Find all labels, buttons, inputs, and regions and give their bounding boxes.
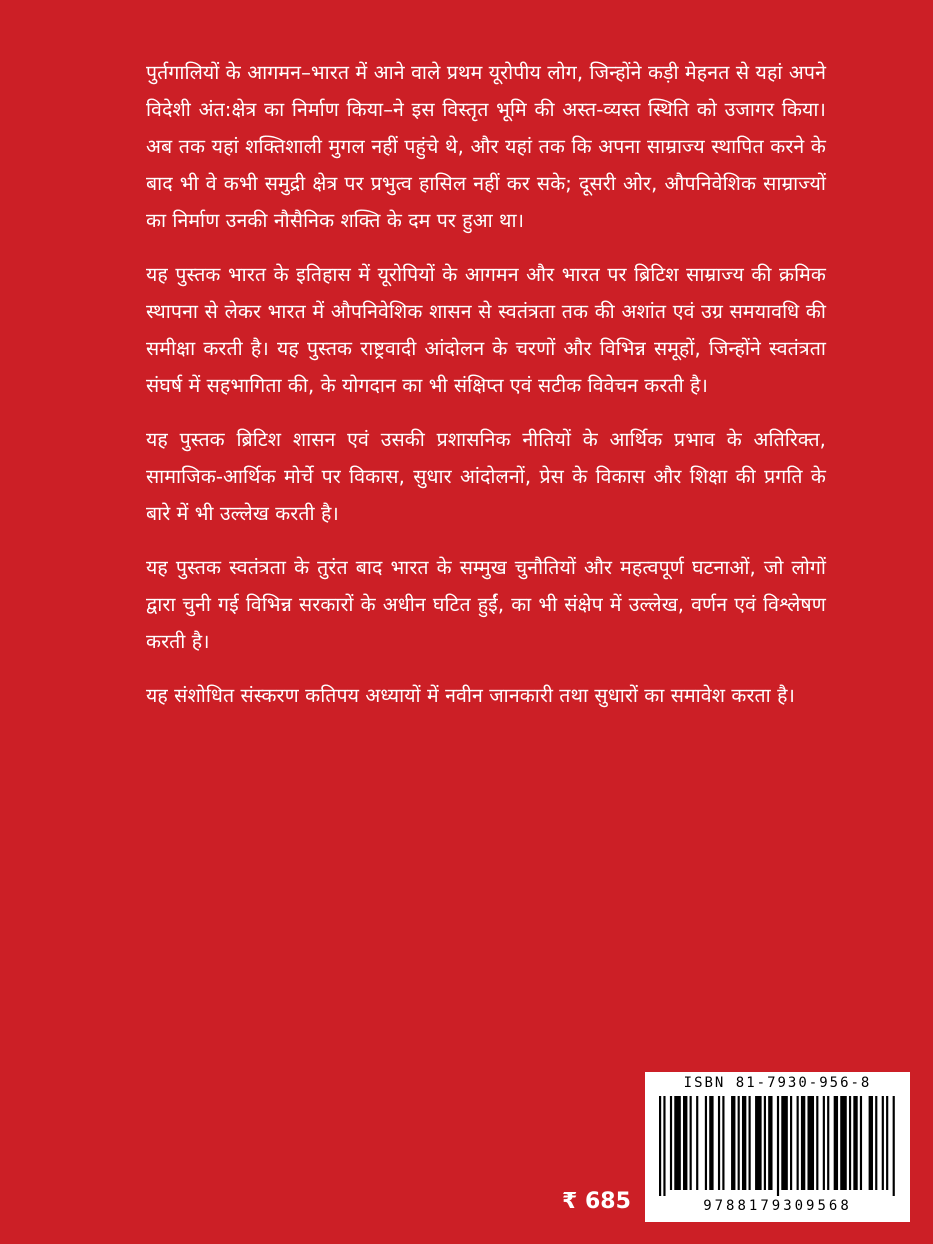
barcode-bar <box>869 1096 873 1190</box>
barcode-bar <box>816 1096 818 1190</box>
barcode-bar <box>705 1096 707 1190</box>
blurb-paragraph-4: यह पुस्तक स्वतंत्रता के तुरंत बाद भारत के सम्मुख चुनौतियों और महत्वपूर्ण घटनाओं, जो लोगों द्वारा चुनी गई विभिन्न सरकारों के अधीन घटित हुईं, का भी संक्षेप में उल्लेख, वर्णन एवं विश्लेषण करती है। <box>146 556 826 653</box>
barcode-bars <box>659 1096 897 1196</box>
barcode-bar <box>742 1096 746 1190</box>
isbn-number: ISBN 81-7930-956-8 <box>683 1075 872 1091</box>
blurb-paragraph-3: यह पुस्तक ब्रिटिश शासन एवं उसकी प्रशासनिक नीतियों के आर्थिक प्रभाव के अतिरिक्त, सामाजिक-आर्थिक मोर्चे पर विकास, सुधार आंदोलनों, प्रेस के विकास और शिक्षा की प्रगति के बारे में भी उल्लेख करती है। <box>146 428 826 525</box>
barcode-bar <box>696 1096 698 1190</box>
barcode-bar <box>731 1096 735 1190</box>
barcode-bar <box>827 1096 829 1190</box>
barcode-bar <box>690 1096 692 1190</box>
barcode-bar <box>781 1096 788 1190</box>
barcode-bar <box>749 1096 751 1190</box>
barcode-bar <box>738 1096 740 1190</box>
barcode-bar <box>768 1096 772 1190</box>
barcode-bar <box>674 1096 681 1190</box>
barcode-bar <box>663 1096 665 1196</box>
isbn-barcode <box>645 1072 910 1222</box>
barcode-bar <box>893 1096 895 1196</box>
barcode-bar <box>882 1096 884 1190</box>
price-label: ₹ 685 <box>562 1189 631 1214</box>
barcode-bar <box>659 1096 661 1196</box>
blurb-paragraph-5: यह संशोधित संस्करण कतिपय अध्यायों में नवीन जानकारी तथा सुधारों का समावेश करता है। <box>146 684 796 707</box>
barcode-bar <box>718 1096 720 1190</box>
barcode-bar <box>722 1096 724 1190</box>
barcode-bar <box>683 1096 687 1190</box>
barcode-bar <box>670 1096 672 1190</box>
barcode-bar <box>801 1096 805 1190</box>
barcode-bar <box>823 1096 825 1190</box>
barcode-bar <box>886 1096 888 1190</box>
blurb-paragraph-1: पुर्तगालियों के आगमन–भारत में आने वाले प्रथम यूरोपीय लोग, जिन्होंने कड़ी मेहनत से यहां अपने विदेशी अंत:क्षेत्र का निर्माण किया–ने इस विस्तृत भूमि की अस्त-व्यस्त स्थिति को उजागर किया। अब तक यहां शक्तिशाली मुगल नहीं पहुंचे थे, और यहां तक कि अपना साम्राज्य स्थापित करने के बाद भी वे कभी समुद्री क्षेत्र पर प्रभुत्व हासिल नहीं कर सके; दूसरी ओर, औपनिवेशिक साम्राज्यों का निर्माण उनकी नौसैनिक शक्ति के दम पर हुआ था। <box>146 61 826 232</box>
barcode-bar <box>875 1096 877 1190</box>
barcode-bar <box>834 1096 838 1190</box>
barcode-bar <box>764 1096 766 1190</box>
barcode-bar <box>755 1096 762 1190</box>
barcode-bar <box>777 1096 779 1196</box>
barcode-bar <box>840 1096 847 1190</box>
ean-number: 9788179309568 <box>703 1198 852 1214</box>
barcode-bar <box>853 1096 857 1190</box>
barcode-bar <box>709 1096 713 1190</box>
barcode-bar <box>797 1096 799 1190</box>
barcode-bar <box>860 1096 862 1190</box>
blurb-paragraph-2: यह पुस्तक भारत के इतिहास में यूरोपियों के आगमन और भारत पर ब्रिटिश साम्राज्य की क्रमिक स्थापना से लेकर भारत में औपनिवेशिक शासन से स्वतंत्रता तक की अशांत एवं उग्र समयावधि की समीक्षा करती है। यह पुस्तक राष्ट्रवादी आंदोलन के चरणों और विभिन्न समूहों, जिन्होंने स्वतंत्रता संघर्ष में सहभागिता की, के योगदान का भी संक्षिप्त एवं सटीक विवेचन करती है। <box>146 263 826 397</box>
barcode-bar <box>790 1096 792 1190</box>
barcode-bar <box>849 1096 851 1190</box>
book-blurb <box>146 54 826 731</box>
barcode-bar <box>807 1096 814 1190</box>
